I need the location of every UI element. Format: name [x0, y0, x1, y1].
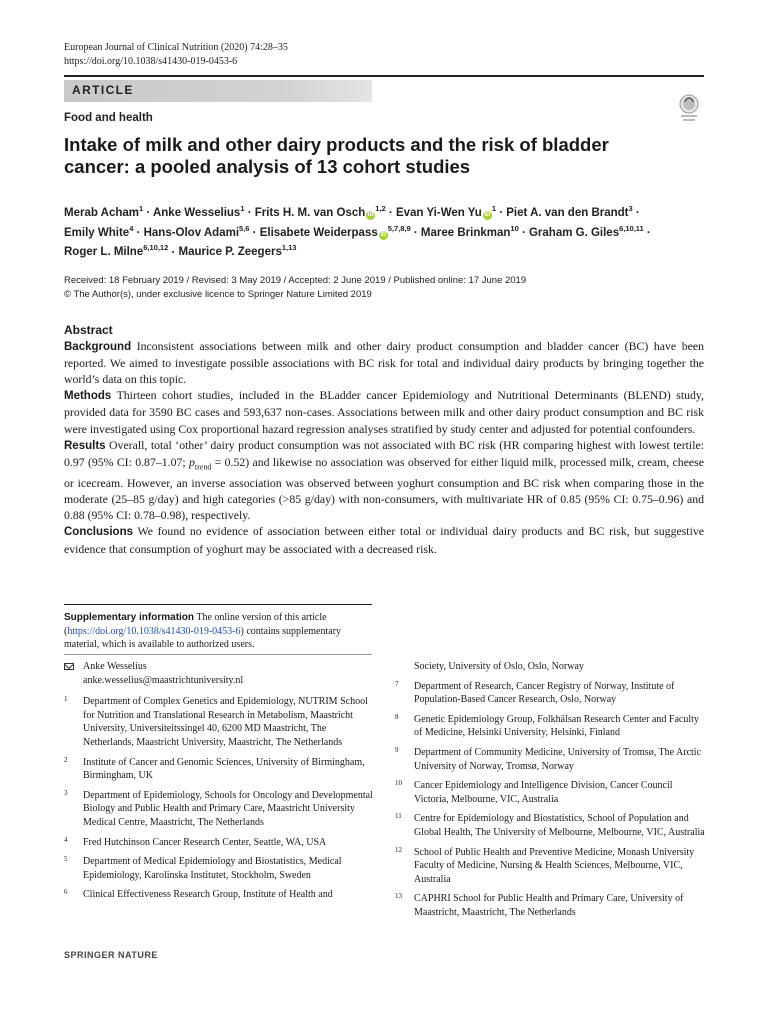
- author-affiliation-marks: 10: [510, 223, 519, 233]
- affiliation: [64, 695, 374, 749]
- author-name: Frits H. M. van Osch: [254, 206, 366, 219]
- section-label: Food and health: [64, 112, 153, 124]
- p-symbol: p: [188, 454, 195, 469]
- author-affiliation-marks: 1: [491, 204, 496, 213]
- author-separator: ·: [168, 246, 179, 259]
- affiliation-number: 8: [395, 712, 399, 721]
- methods-label: Methods: [64, 390, 112, 403]
- affiliation-text: Department of Community Medicine, University of Tromsø, The Arctic University of Norway, Tromsø, Norway: [414, 746, 702, 772]
- author-separator: ·: [385, 206, 396, 219]
- author-name: Maurice P. Zeegers: [178, 246, 282, 259]
- author-separator: ·: [518, 226, 529, 239]
- supplementary-label: Supplementary information: [64, 612, 195, 623]
- author-name: Roger L. Milne: [64, 246, 144, 259]
- author-affiliation-marks: 1: [139, 204, 144, 213]
- author-name: Emily White: [64, 226, 130, 239]
- author[interactable]: [178, 243, 297, 259]
- author-affiliation-marks: 1,2: [375, 204, 386, 213]
- orcid-icon[interactable]: iD: [380, 231, 387, 238]
- author-name: Hans-Olov Adami: [143, 226, 240, 239]
- author[interactable]: [64, 243, 169, 259]
- author-affiliation-marks: 4: [129, 223, 134, 233]
- author-name: Graham G. Giles: [528, 226, 620, 239]
- author[interactable]: [143, 223, 250, 239]
- conclusions-label: Conclusions: [64, 526, 134, 539]
- affiliation-text: School of Public Health and Preventive Medicine, Monash University Faculty of Medicine, Nursing & Health Sciences, Melbourne, VIC, Australia: [414, 846, 695, 885]
- affiliation: [395, 892, 705, 919]
- abstract-methods: [64, 387, 704, 436]
- author-name: Evan Yi-Wen Yu: [395, 206, 482, 219]
- doi-link[interactable]: https://doi.org/10.1038/s41430-019-0453-6: [64, 56, 238, 67]
- abstract-heading: Abstract: [64, 323, 113, 337]
- affiliation: [64, 756, 374, 783]
- envelope-icon: [64, 663, 74, 670]
- affiliation-number: 12: [395, 845, 402, 854]
- affiliation: [395, 746, 705, 773]
- header-rule: [64, 75, 704, 77]
- author[interactable]: [395, 204, 496, 219]
- affiliation: [64, 888, 374, 902]
- background-label: Background: [64, 341, 132, 354]
- publication-dates: [64, 274, 526, 301]
- affiliation: [64, 836, 374, 850]
- corresponding-name: Anke Wesselius: [83, 661, 147, 672]
- affiliation-text: Department of Epidemiology, Schools for Oncology and Developmental Biology and Public Health and Primary Care, Maastricht University Medical Centre, Maastricht, The Netherlands: [83, 789, 373, 828]
- article-title: Intake of milk and other dairy products and the risk of bladder cancer: a pooled analysis of 13 cohort studies: [64, 134, 609, 177]
- affiliation-number: 11: [395, 812, 402, 821]
- journal-citation: European Journal of Clinical Nutrition (2020) 74:28–35: [64, 42, 288, 53]
- author[interactable]: [152, 204, 245, 219]
- affiliations-rule: [64, 654, 372, 655]
- publisher-logo: SPRINGER NATURE: [64, 950, 158, 960]
- results-label: Results: [64, 439, 106, 452]
- journal-header: [64, 41, 288, 69]
- corresponding-email[interactable]: anke.wesselius@maastrichtuniversity.nl: [83, 674, 244, 686]
- affiliation-text: Genetic Epidemiology Group, Folkhälsan Research Center and Faculty of Medicine, Helsinki University, Helsinki, Finland: [414, 713, 699, 739]
- corresponding-author: [64, 660, 374, 687]
- author-separator: ·: [632, 206, 640, 219]
- author[interactable]: [64, 223, 134, 239]
- supplementary-text-1: The online version of this article (: [64, 612, 327, 637]
- author-affiliation-marks: 1,13: [281, 243, 297, 253]
- abstract-conclusions: [64, 523, 704, 556]
- author[interactable]: [64, 204, 144, 219]
- abstract-results: [64, 437, 704, 524]
- author[interactable]: [259, 223, 411, 239]
- author-list: [64, 201, 704, 260]
- results-text-1: Overall, total ‘other’ dairy product consumption was not associated with BC risk (HR comparing highest with lowest tertile: 0.97 (95% CI: 0.87–1.07;: [64, 437, 705, 469]
- affiliation-number: 10: [395, 779, 402, 788]
- affiliation-text: Department of Medical Epidemiology and Biostatistics, Medical Epidemiology, Karolinska Institutet, Stockholm, Sweden: [83, 856, 342, 881]
- affiliation-text: Department of Complex Genetics and Epidemiology, NUTRIM School for Nutrition and Translational Research in Metabolism, Maastricht University, Universiteitssingel 40, 6200 MD Maastricht, The Netherlands, Maastricht University, Maastricht, The Netherlands: [83, 696, 368, 748]
- author[interactable]: [506, 204, 633, 219]
- supplementary-link[interactable]: https://doi.org/10.1038/s41430-019-0453-6: [67, 625, 241, 637]
- author-affiliation-marks: 6,10,11: [619, 223, 644, 233]
- author[interactable]: [528, 223, 644, 239]
- affiliation-text: Department of Research, Cancer Registry of Norway, Institute of Population-Based Cancer Research, Oslo, Norway: [414, 680, 675, 706]
- orcid-icon[interactable]: iD: [367, 211, 374, 218]
- methods-text: Thirteen cohort studies, included in the BLadder cancer Epidemiology and Nutritional Determinants (BLEND) study, provided data for 3590 BC cases and 593,637 non-cases. Associations between milk and other dairy product consumption and BC risk were investigated using Cox proportional hazard regression analyses stratified by study center and adjusted for potential confounders.: [64, 388, 704, 436]
- author-affiliation-marks: 3: [628, 204, 633, 213]
- affiliations-right-column: [395, 660, 705, 926]
- affiliation-text: Clinical Effectiveness Research Group, Institute of Health and: [83, 889, 333, 901]
- affiliations-left-column: [64, 660, 374, 908]
- affiliation: [395, 779, 705, 806]
- affiliation: [395, 680, 705, 707]
- author-name: Merab Acham: [64, 206, 139, 219]
- affiliation-number: 7: [395, 679, 399, 688]
- author-name: Piet A. van den Brandt: [506, 206, 629, 219]
- affiliation-text: Cancer Epidemiology and Intelligence Division, Cancer Council Victoria, Melbourne, VIC, Australia: [414, 780, 673, 805]
- author-separator: ·: [249, 226, 260, 239]
- affiliation: [395, 812, 705, 839]
- background-text: Inconsistent associations between milk and other dairy product consumption and bladder cancer (BC) have been reported. We aimed to investigate possible associations with BC risk for total and individual dairy products by bringing together the world’s data on this topic.: [64, 339, 705, 387]
- author-affiliation-marks: 5,6: [239, 223, 250, 233]
- affiliation: [395, 660, 705, 674]
- author-name: Elisabete Weiderpass: [259, 226, 378, 239]
- affiliation: [64, 855, 374, 882]
- conclusions-text: We found no evidence of association between either total or individual dairy products and BC risk, but suggestive evidence that consumption of yoghurt may be associated with a decreased risk.: [64, 524, 704, 556]
- affiliation-number: 6: [64, 888, 68, 897]
- p-subscript: trend: [194, 462, 212, 472]
- affiliation-number: 5: [64, 855, 68, 864]
- affiliation-number: 3: [64, 788, 68, 797]
- orcid-icon[interactable]: iD: [484, 211, 491, 218]
- author-separator: ·: [133, 226, 144, 239]
- author-separator: ·: [496, 206, 507, 219]
- author-separator: ·: [143, 206, 153, 219]
- affiliation-number: 4: [64, 835, 68, 844]
- affiliation-number: 1: [64, 695, 68, 704]
- copyright-line: © The Author(s), under exclusive licence to Springer Nature Limited 2019: [64, 288, 372, 300]
- results-text-2: = 0.52) and likewise no association was observed for either liquid milk, processed milk, cream, cheese or icecream. However, an inverse association was observed between yoghurt consumption and BC risk when comparing those in the moderate (25–85 g/day) and high categories (>85 g/day) with non-consumers, with multivariate HR of 0.85 (95% CI: 0.75–0.96) and 0.88 (95% CI: 0.78–0.98), respectively.: [64, 454, 704, 523]
- author[interactable]: [254, 204, 386, 219]
- affiliation-text: Institute of Cancer and Genomic Sciences, University of Birmingham, Birmingham, UK: [83, 756, 365, 782]
- abstract: [64, 322, 704, 557]
- affiliation: [395, 713, 705, 740]
- check-for-updates-badge[interactable]: [672, 92, 706, 126]
- article-type-label: ARTICLE: [72, 83, 134, 97]
- affiliation-text: Society, University of Oslo, Oslo, Norway: [414, 661, 584, 672]
- affiliation-text: Centre for Epidemiology and Biostatistics, School of Population and Global Health, The University of Melbourne, Melbourne, VIC, Australia: [414, 813, 705, 838]
- author-name: Maree Brinkman: [420, 226, 511, 239]
- affiliation: [64, 789, 374, 830]
- dates-line: Received: 18 February 2019 / Revised: 3 May 2019 / Accepted: 2 June 2019 / Published online: 17 June 2019: [64, 275, 527, 286]
- author-separator: ·: [643, 226, 651, 239]
- affiliation-number: 2: [64, 755, 68, 764]
- author-affiliation-marks: 6,10,12: [143, 243, 169, 253]
- affiliation: [395, 846, 705, 887]
- author-name: Anke Wesselius: [152, 206, 241, 219]
- author[interactable]: [420, 223, 519, 239]
- affiliation-number: 9: [395, 745, 399, 754]
- affiliation-text: CAPHRI School for Public Health and Primary Care, University of Maastricht, Maastricht, The Netherlands: [414, 893, 684, 918]
- author-separator: ·: [244, 206, 255, 219]
- supplementary-text-2: ) contains supplementary material, which is available to authorized users.: [64, 625, 342, 650]
- author-separator: ·: [410, 226, 421, 239]
- author-affiliation-marks: 5,7,8,9: [387, 223, 411, 233]
- affiliation-number: 13: [395, 892, 402, 901]
- supplementary-info: [64, 611, 372, 652]
- check-for-updates-icon: [672, 92, 706, 126]
- supplementary-rule: [64, 604, 372, 605]
- abstract-background: [64, 338, 704, 387]
- affiliation-text: Fred Hutchinson Cancer Research Center, Seattle, WA, USA: [83, 836, 327, 848]
- author-affiliation-marks: 1: [240, 204, 245, 213]
